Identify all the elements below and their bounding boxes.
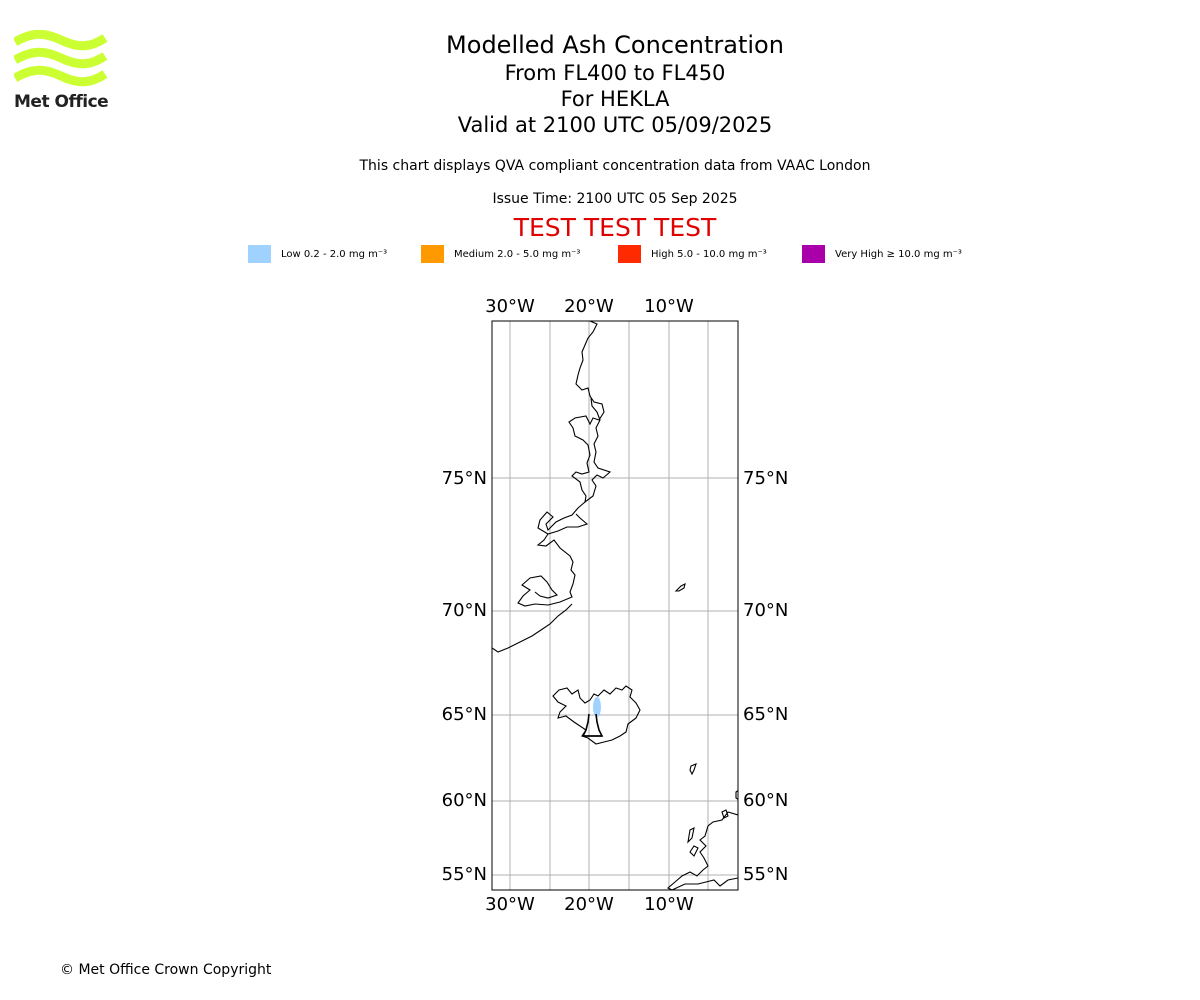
lon-label-bottom-30w: 30°W [485,894,535,915]
lon-label-bottom-20w: 20°W [564,894,614,915]
flight-level-range: From FL400 to FL450 [504,61,726,85]
lat-label-left-65n: 65°N [441,704,487,725]
chart-title: Modelled Ash Concentration [446,31,784,59]
lat-label-left-75n: 75°N [441,468,487,489]
lat-label-right-65n: 65°N [743,704,789,725]
lat-label-right-55n: 55°N [743,864,789,885]
legend-label-very-high: Very High ≥ 10.0 mg m⁻³ [835,248,962,260]
lat-label-right-60n: 60°N [743,790,789,811]
lon-label-top-30w: 30°W [485,296,535,317]
lat-label-left-60n: 60°N [441,790,487,811]
legend-label-high: High 5.0 - 10.0 mg m⁻³ [651,248,767,260]
lat-label-left-55n: 55°N [441,864,487,885]
lat-label-right-75n: 75°N [743,468,789,489]
lon-label-top-20w: 20°W [564,296,614,317]
issue-time: Issue Time: 2100 UTC 05 Sep 2025 [492,191,738,207]
test-banner: TEST TEST TEST [513,213,717,242]
compliance-note: This chart displays QVA compliant concentration data from VAAC London [359,158,871,174]
ash-cloud-low [593,697,601,717]
lat-label-left-70n: 70°N [441,600,487,621]
map-panel [492,321,739,890]
legend-label-medium: Medium 2.0 - 5.0 mg m⁻³ [454,248,581,260]
lon-label-top-10w: 10°W [644,296,694,317]
valid-time: Valid at 2100 UTC 05/09/2025 [457,113,773,137]
lat-label-right-70n: 70°N [743,600,789,621]
volcano-name: For HEKLA [560,87,670,111]
met-office-wordmark: Met Office [14,92,109,112]
copyright-notice: © Met Office Crown Copyright [60,962,272,978]
lon-label-bottom-10w: 10°W [644,894,694,915]
legend-label-low: Low 0.2 - 2.0 mg m⁻³ [281,248,388,260]
